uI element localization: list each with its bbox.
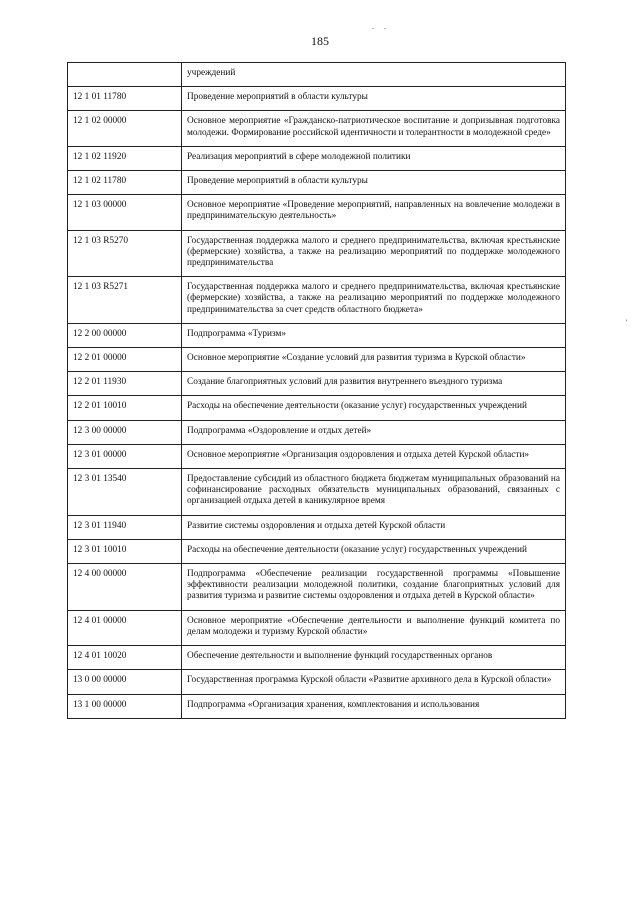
target-code-cell: 12 4 01 10020 — [68, 646, 182, 670]
table-row — [68, 564, 566, 611]
target-code-cell: 12 3 00 00000 — [68, 420, 182, 444]
target-code-cell: 12 4 01 00000 — [68, 610, 182, 645]
table-row — [68, 670, 566, 694]
item-name-cell: Проведение мероприятий в области культуры — [182, 87, 566, 111]
table-row — [68, 646, 566, 670]
table-row — [68, 230, 566, 277]
budget-classification-table — [67, 62, 566, 719]
target-code-cell: 12 1 02 00000 — [68, 111, 182, 146]
table-row — [68, 323, 566, 347]
item-name-cell: Расходы на обеспечение деятельности (оказание услуг) государственных учреждений — [182, 396, 566, 420]
target-code-cell: 12 1 02 11920 — [68, 146, 182, 170]
target-code-cell: 12 1 03 R5270 — [68, 230, 182, 277]
item-name-cell: Предоставление субсидий из областного бюджета бюджетам муниципальных образований на софинансирование расходных обязательств муниципальных образований, связанных с организацией отдыха детей в каникулярное время — [182, 469, 566, 516]
target-code-cell: 12 2 01 00000 — [68, 348, 182, 372]
item-name-cell: Подпрограмма «Оздоровление и отдых детей» — [182, 420, 566, 444]
table-row — [68, 277, 566, 324]
item-name-cell: Проведение мероприятий в области культуры — [182, 171, 566, 195]
table-row — [68, 610, 566, 645]
scan-mark: . — [372, 22, 374, 31]
table-row — [68, 87, 566, 111]
item-name-cell: Основное мероприятие «Создание условий для развития туризма в Курской области» — [182, 348, 566, 372]
item-name-cell: Реализация мероприятий в сфере молодежной политики — [182, 146, 566, 170]
item-name-cell: Основное мероприятие «Организация оздоровления и отдыха детей Курской области» — [182, 444, 566, 468]
table-row — [68, 420, 566, 444]
target-code-cell: 12 1 02 11780 — [68, 171, 182, 195]
table-row — [68, 348, 566, 372]
item-name-cell: Подпрограмма «Обеспечение реализации государственной программы «Повышение эффективности реализации молодежной политики, создание благоприятных условий для развития туризма и развитие системы оздоровления и отдыха детей в Курской области» — [182, 564, 566, 611]
item-name-cell: Основное мероприятие «Проведение мероприятий, направленных на вовлечение молодежи в предпринимательскую деятельность» — [182, 195, 566, 230]
scan-mark: . — [384, 22, 386, 31]
table-row — [68, 195, 566, 230]
target-code-cell: 12 1 03 00000 — [68, 195, 182, 230]
target-code-cell: 12 4 00 00000 — [68, 564, 182, 611]
item-name-cell: Создание благоприятных условий для развития внутреннего въездного туризма — [182, 372, 566, 396]
table-row — [68, 372, 566, 396]
item-name-cell: учреждений — [182, 63, 566, 87]
target-code-cell: 12 3 01 10010 — [68, 539, 182, 563]
item-name-cell: Государственная поддержка малого и среднего предпринимательства, включая крестьянские (фермерские) хозяйства, а также на реализацию мероприятий по поддержке молодежного предпринимательства — [182, 230, 566, 277]
target-code-cell: 12 2 01 10010 — [68, 396, 182, 420]
item-name-cell: Развитие системы оздоровления и отдыха детей Курской области — [182, 515, 566, 539]
table-row — [68, 146, 566, 170]
table-row — [68, 171, 566, 195]
table-row — [68, 444, 566, 468]
item-name-cell: Государственная программа Курской области «Развитие архивного дела в Курской области» — [182, 670, 566, 694]
table-row — [68, 694, 566, 718]
table-body — [68, 63, 566, 719]
target-code-cell: 12 3 01 11940 — [68, 515, 182, 539]
target-code-cell: 12 3 01 13540 — [68, 469, 182, 516]
item-name-cell: Государственная поддержка малого и среднего предпринимательства, включая крестьянские (фермерские) хозяйства, а также на реализацию мероприятий по поддержке молодежного предпринимательства за счет средств областного бюджета» — [182, 277, 566, 324]
scan-mark: ' — [626, 318, 628, 327]
item-name-cell: Основное мероприятие «Гражданско-патриотическое воспитание и допризывная подготовка молодежи. Формирование российской идентичности и толерантности в молодежной среде» — [182, 111, 566, 146]
target-code-cell: 13 0 00 00000 — [68, 670, 182, 694]
table-row — [68, 539, 566, 563]
table-row — [68, 515, 566, 539]
target-code-cell: 12 2 01 11930 — [68, 372, 182, 396]
table-row — [68, 396, 566, 420]
item-name-cell: Подпрограмма «Туризм» — [182, 323, 566, 347]
item-name-cell: Расходы на обеспечение деятельности (оказание услуг) государственных учреждений — [182, 539, 566, 563]
target-code-cell: 12 3 01 00000 — [68, 444, 182, 468]
target-code-cell: 12 1 03 R5271 — [68, 277, 182, 324]
page-number: 185 — [311, 34, 329, 48]
target-code-cell: 12 2 00 00000 — [68, 323, 182, 347]
item-name-cell: Обеспечение деятельности и выполнение функций государственных органов — [182, 646, 566, 670]
target-code-cell — [68, 63, 182, 87]
table-row — [68, 469, 566, 516]
item-name-cell: Подпрограмма «Организация хранения, комплектования и использования — [182, 694, 566, 718]
target-code-cell: 12 1 01 11780 — [68, 87, 182, 111]
table-row — [68, 63, 566, 87]
item-name-cell: Основное мероприятие «Обеспечение деятельности и выполнение функций комитета по делам молодежи и туризму Курской области» — [182, 610, 566, 645]
table-row — [68, 111, 566, 146]
target-code-cell: 13 1 00 00000 — [68, 694, 182, 718]
